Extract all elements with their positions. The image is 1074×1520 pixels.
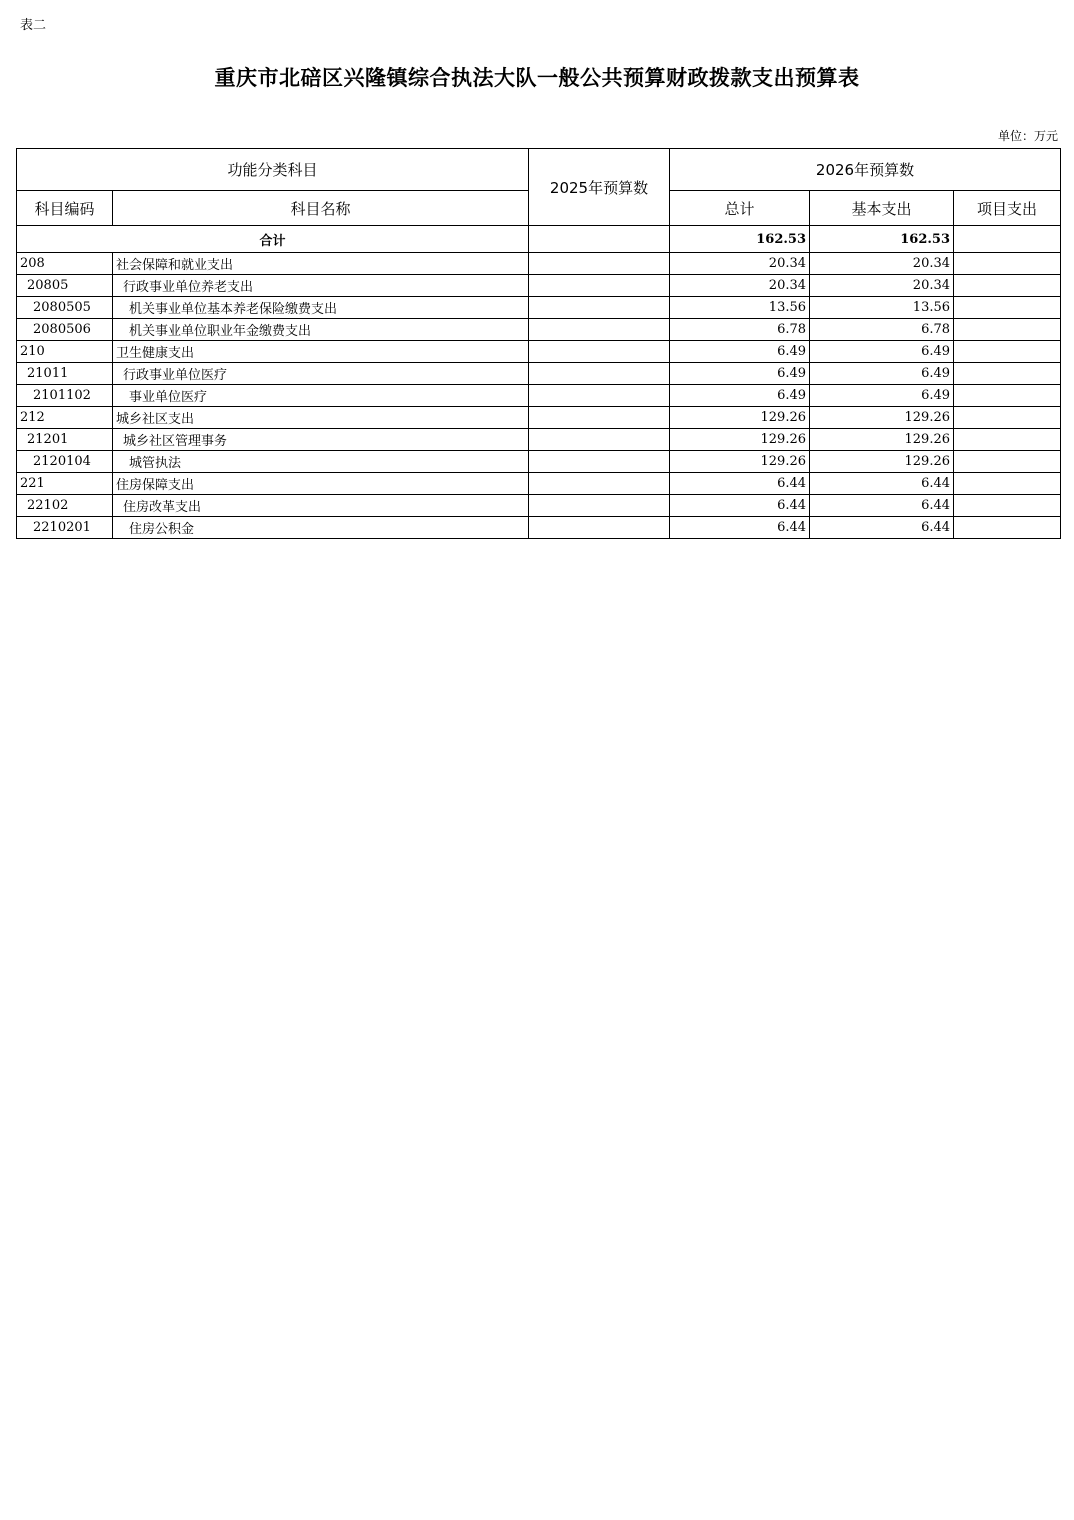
code-cell: 22102 (17, 495, 113, 517)
total-cell: 129.26 (670, 407, 810, 429)
total-cell: 6.49 (670, 341, 810, 363)
budget-2025-cell (529, 363, 670, 385)
basic-cell: 13.56 (810, 297, 954, 319)
table-row (17, 341, 1061, 363)
basic-cell: 129.26 (810, 429, 954, 451)
table-row (17, 363, 1061, 385)
total-cell: 20.34 (670, 253, 810, 275)
basic-cell: 6.49 (810, 363, 954, 385)
budget-2025-cell (529, 275, 670, 297)
table-row (17, 429, 1061, 451)
header-budget-2025: 2025年预算数 (529, 149, 670, 226)
total-cell: 20.34 (670, 275, 810, 297)
table-number-label: 表二 (20, 18, 47, 33)
project-cell (954, 297, 1061, 319)
table-row (17, 473, 1061, 495)
project-cell (954, 451, 1061, 473)
budget-table (16, 148, 1061, 539)
total-project-cell (954, 226, 1061, 253)
name-cell: 城乡社区支出 (113, 407, 529, 429)
total-cell: 6.49 (670, 385, 810, 407)
total-row (17, 226, 1061, 253)
budget-2025-cell (529, 517, 670, 539)
name-cell: 住房公积金 (113, 517, 529, 539)
name-cell: 机关事业单位基本养老保险缴费支出 (113, 297, 529, 319)
name-cell: 住房保障支出 (113, 473, 529, 495)
unit-label: 单位：万元 (997, 129, 1058, 143)
table-row (17, 407, 1061, 429)
name-cell: 行政事业单位养老支出 (113, 275, 529, 297)
code-cell: 212 (17, 407, 113, 429)
basic-cell: 6.44 (810, 517, 954, 539)
project-cell (954, 363, 1061, 385)
name-cell: 住房改革支出 (113, 495, 529, 517)
header-basic: 基本支出 (810, 191, 954, 226)
budget-2025-cell (529, 451, 670, 473)
budget-2025-cell (529, 385, 670, 407)
name-cell: 城乡社区管理事务 (113, 429, 529, 451)
name-cell: 社会保障和就业支出 (113, 253, 529, 275)
basic-cell: 6.44 (810, 473, 954, 495)
table-row (17, 319, 1061, 341)
project-cell (954, 517, 1061, 539)
table-body (17, 226, 1061, 539)
table-row (17, 297, 1061, 319)
total-cell: 6.44 (670, 495, 810, 517)
code-cell: 20805 (17, 275, 113, 297)
project-cell (954, 473, 1061, 495)
table-row (17, 385, 1061, 407)
table-row (17, 517, 1061, 539)
code-cell: 21201 (17, 429, 113, 451)
code-cell: 208 (17, 253, 113, 275)
budget-2025-cell (529, 253, 670, 275)
basic-cell: 6.44 (810, 495, 954, 517)
basic-cell: 20.34 (810, 275, 954, 297)
project-cell (954, 429, 1061, 451)
header-project: 项目支出 (954, 191, 1061, 226)
code-cell: 2101102 (17, 385, 113, 407)
total-cell: 6.49 (670, 363, 810, 385)
total-cell: 129.26 (670, 429, 810, 451)
project-cell (954, 253, 1061, 275)
code-cell: 210 (17, 341, 113, 363)
code-cell: 2120104 (17, 451, 113, 473)
code-cell: 21011 (17, 363, 113, 385)
budget-2025-cell (529, 473, 670, 495)
total-label: 合计 (17, 226, 529, 253)
total-total-cell: 162.53 (670, 226, 810, 253)
page-title: 重庆市北碚区兴隆镇综合执法大队一般公共预算财政拨款支出预算表 (214, 65, 860, 90)
total-2025-cell (529, 226, 670, 253)
header-name: 科目名称 (113, 191, 529, 226)
name-cell: 事业单位医疗 (113, 385, 529, 407)
code-cell: 221 (17, 473, 113, 495)
table-row (17, 495, 1061, 517)
basic-cell: 6.78 (810, 319, 954, 341)
header-code: 科目编码 (17, 191, 113, 226)
total-cell: 6.44 (670, 517, 810, 539)
code-cell: 2080506 (17, 319, 113, 341)
budget-2025-cell (529, 319, 670, 341)
table-row (17, 451, 1061, 473)
header-budget-2026: 2026年预算数 (670, 149, 1061, 191)
budget-2025-cell (529, 341, 670, 363)
basic-cell: 129.26 (810, 407, 954, 429)
code-cell: 2080505 (17, 297, 113, 319)
table-row (17, 253, 1061, 275)
budget-2025-cell (529, 429, 670, 451)
table-row (17, 275, 1061, 297)
total-cell: 129.26 (670, 451, 810, 473)
project-cell (954, 407, 1061, 429)
basic-cell: 6.49 (810, 341, 954, 363)
code-cell: 2210201 (17, 517, 113, 539)
header-func-class: 功能分类科目 (17, 149, 529, 191)
total-cell: 6.44 (670, 473, 810, 495)
project-cell (954, 495, 1061, 517)
budget-2025-cell (529, 407, 670, 429)
total-cell: 6.78 (670, 319, 810, 341)
name-cell: 行政事业单位医疗 (113, 363, 529, 385)
basic-cell: 129.26 (810, 451, 954, 473)
basic-cell: 20.34 (810, 253, 954, 275)
budget-2025-cell (529, 495, 670, 517)
total-basic-cell: 162.53 (810, 226, 954, 253)
header-total: 总计 (670, 191, 810, 226)
name-cell: 城管执法 (113, 451, 529, 473)
project-cell (954, 341, 1061, 363)
basic-cell: 6.49 (810, 385, 954, 407)
name-cell: 机关事业单位职业年金缴费支出 (113, 319, 529, 341)
total-cell: 13.56 (670, 297, 810, 319)
project-cell (954, 319, 1061, 341)
project-cell (954, 275, 1061, 297)
budget-2025-cell (529, 297, 670, 319)
project-cell (954, 385, 1061, 407)
name-cell: 卫生健康支出 (113, 341, 529, 363)
